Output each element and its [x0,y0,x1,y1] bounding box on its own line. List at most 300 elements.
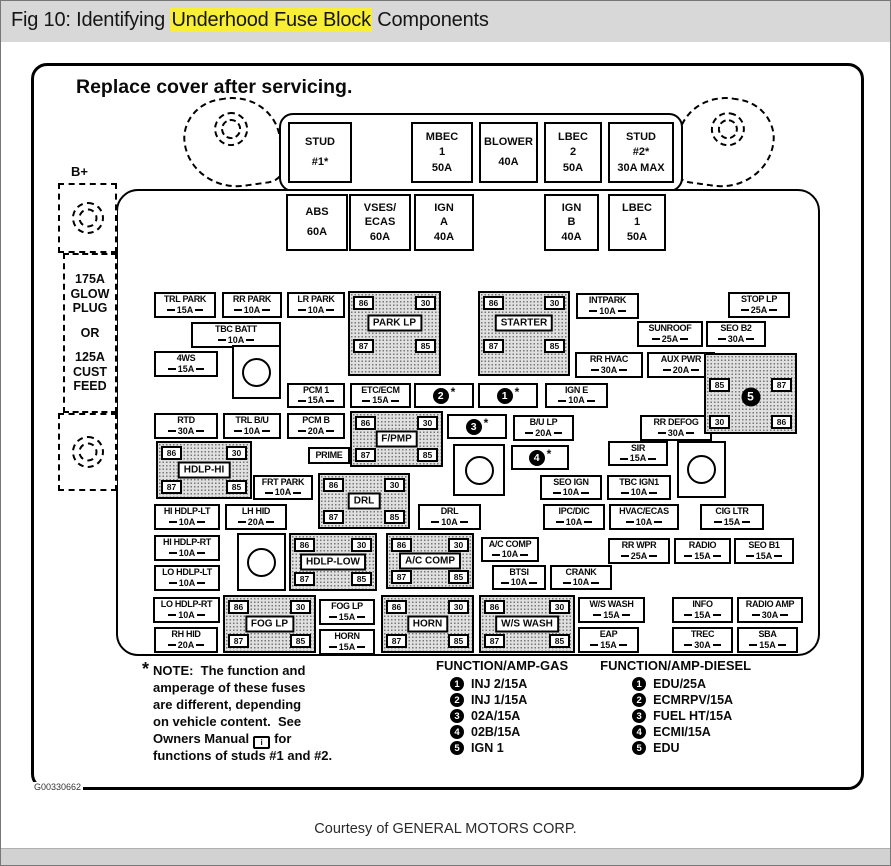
owners-manual-book-icon [253,736,270,749]
fuse-amp-rating: 10A [195,336,277,346]
fuse-name: BTSI [509,566,529,577]
fuse-amp-rating: 10A [544,488,598,498]
fuse-b-u-lp [513,415,574,441]
fuse-name: RR DEFOG [653,417,699,427]
fuse-rh-hid [154,627,218,653]
fuse-name: RADIO AMP [745,599,795,609]
fuse-tbc-ign1 [607,475,671,500]
fuse-name: HORN [334,631,360,641]
fuse-name: LR PARK [297,294,335,304]
fuse-amp-rating: 10A [291,306,341,316]
strip-text-line: FEED [73,379,107,394]
b-plus-label: B+ [71,164,88,179]
relay-pin-30: 30 [226,446,247,460]
footnote-asterisk: * [142,659,150,679]
maxi-fuse-label: 40A [433,230,455,243]
fuse-stop-lp [728,292,790,318]
fuse-name: TBC IGN1 [619,476,659,487]
relay-pin-87: 87 [294,572,315,586]
relay-pin-86: 86 [294,538,315,552]
fuse-amp-rating: 15A [582,611,641,621]
fuse-amp-rating: 10A [158,518,216,528]
asterisk-icon: * [450,385,456,399]
fuse-seo-b2 [706,321,766,347]
fuse-name: RTD [177,415,195,425]
footnote-line: functions of studs #1 and #2. [153,748,333,763]
fuse-pcm-b [287,413,345,439]
fuse-amp-rating: 10A [158,579,216,589]
fuse-amp-rating: 20A [291,427,341,437]
fuse-amp-rating: 15A [323,613,371,623]
fuse-amp-rating: 15A [676,611,729,621]
fuse-ign-e [545,383,608,408]
fuse-amp-rating: 15A [354,396,407,406]
figure-code: G00330662 [34,782,82,792]
fuse-amp-rating: 15A [704,518,760,528]
fuse-position-1 [478,383,538,408]
legend-title: FUNCTION/AMP-GAS [436,658,569,673]
fuse-amp-rating: 10A [611,488,667,498]
fuse-trl-park [154,292,216,318]
relay-name-plate: DRL [348,493,381,510]
fuse-a-c-comp [481,537,539,562]
fuse-hi-hdlp-lt [154,504,220,530]
maxi-fuse-label: MBEC [425,130,459,143]
maxi-fuse-lbec-1-50a [608,194,666,251]
relay-name-plate: F/PMP [375,431,418,448]
fuse-name: DRL [440,506,459,516]
relay-pin-30: 30 [709,415,730,429]
legend-label: ECMI/15A [653,725,711,739]
relay-pin-87: 87 [484,634,505,648]
fuse-name: AUX PWR [660,354,702,364]
numbered-circle-icon: 3 [450,709,464,723]
maxi-fuse-label: 30A MAX [617,161,665,174]
legend-gas [436,658,568,757]
maxi-fuse-stud-1 [288,122,352,183]
footnote-line: are different, depending [153,697,302,712]
fuse-name: PRIME [315,449,343,460]
relay-pin-86: 86 [386,600,407,614]
fuse-intpark [576,293,639,319]
maxi-fuse-label: IGN [434,201,454,214]
maxi-fuse-stud-2-30a-max [608,122,674,183]
circuit-breaker-slot [453,444,505,496]
footnote-manual-pre: Owners Manual [153,731,250,746]
fuse-radio [674,538,731,564]
numbered-circle-icon: 2 [450,693,464,707]
fuse-name: SEO B2 [720,323,752,333]
fuse-position-4 [511,445,569,470]
numbered-circle-icon: 5 [632,741,646,755]
relay-pin-85: 85 [549,634,570,648]
fuse-amp-rating: 15A [582,641,635,651]
fuse-rr-defog [640,415,712,441]
relay-pin-86: 86 [484,600,505,614]
legend-label: INJ 2/15A [471,677,528,691]
fuse-amp-rating: 10A [157,611,216,621]
strip-text-line: CUST [72,364,108,379]
fuse-amp-rating: 30A [741,611,799,621]
fuse-amp-rating: 15A [291,396,341,406]
circuit-breaker-slot [237,533,286,591]
relay-pin-30: 30 [544,296,565,310]
relay-pin-87: 87 [483,339,504,353]
fuse-name: STOP LP [740,294,778,304]
fuse-amp-rating: 30A [676,641,729,651]
relay-pin-87: 87 [391,570,412,584]
fuse-cig-ltr [700,504,764,530]
fuse-etc-ecm [350,383,411,408]
relay-w-s-wash [479,595,575,653]
legend-label: EDU/25A [653,677,706,691]
fuse-name: RR PARK [232,294,272,304]
footnote-manual-post: for [274,731,292,746]
footnote-line-manual [153,730,332,747]
asterisk-icon: * [546,447,552,461]
fuse-amp-rating: 20A [229,518,283,528]
relay-hdlp-hi [156,441,252,499]
fuse-name: TRL PARK [163,294,207,304]
maxi-fuse-label: 1 [633,216,641,228]
fuse-rtd [154,413,218,439]
relay-name-plate: PARK LP [367,314,422,331]
strip-text-line: 175A [75,272,105,287]
numbered-circle-icon: 1 [497,388,513,404]
strip-text-line: 125A [75,350,105,365]
fuse-lr-park [287,292,345,318]
fuse-amp-rating: 25A [732,306,786,316]
numbered-circle-icon: 4 [529,450,545,466]
fuse-amp-rating: 15A [323,643,371,653]
fuse-seo-b1 [734,538,794,564]
relay-pin-87: 87 [355,448,376,462]
relay-name-plate: HDLP-HI [178,462,231,479]
relay-name-plate: W/S WASH [495,616,559,633]
fuse-name: EAP [599,629,618,639]
legend-item [450,693,568,707]
fuse-eap [578,627,639,653]
footnote-line: amperage of these fuses [153,680,306,695]
maxi-fuse-label: 50A [431,161,453,174]
figure-title-prefix: Fig 10: Identifying [11,9,171,31]
relay-pin-87: 87 [771,378,792,392]
legend-label: IGN 1 [471,741,504,755]
legend-item [632,709,751,723]
relay-pin-87: 87 [323,510,344,524]
maxi-fuse-label: 2 [569,146,577,158]
maxi-fuse-label: ABS [305,206,329,219]
fuse-amp-rating: 10A [257,488,309,498]
maxi-fuse-label: 60A [369,230,391,243]
relay-name-plate: HDLP-LOW [300,554,366,571]
fuse-amp-rating: 10A [227,427,277,437]
fuse-w-s-wash [578,597,645,623]
legend-label: ECMRPV/15A [653,693,734,707]
relay-a-c-comp [386,533,474,589]
fuse-position-2 [414,383,474,408]
relay-drl [318,473,410,529]
fuse-amp-rating: 30A [579,366,639,376]
fuse-name: TRL B/U [235,415,269,425]
relay-pin-86: 86 [391,538,412,552]
footnote-line: NOTE: The function and [153,663,306,678]
relay-pin-86: 86 [355,416,376,430]
legend-item [632,693,751,707]
relay-name-plate: A/C COMP [399,553,461,570]
fuse-name: TBC BATT [215,324,257,334]
fuse-name: CIG LTR [715,506,749,516]
numbered-circle-icon: 4 [632,725,646,739]
fuse-name: 4WS [176,353,196,363]
breaker-circle-icon [247,548,276,577]
fuse-name: LO HDLP-RT [160,599,213,609]
relay-position-5 [704,353,797,434]
fuse-amp-rating: 30A [644,429,708,439]
relay-pin-85: 85 [226,480,247,494]
legend-label: INJ 1/15A [471,693,528,707]
fuse-sunroof [637,321,703,347]
fuse-ipc-dic [543,504,605,530]
fuse-amp-rating: 30A [158,427,214,437]
maxi-fuse-label: #2* [632,146,650,158]
maxi-fuse-label: 40A [498,156,519,169]
fuse-name: RR WPR [621,540,657,550]
relay-pin-30: 30 [549,600,570,614]
maxi-fuse-label: 40A [561,230,582,243]
circuit-breaker-slot [232,345,281,399]
maxi-fuse-label: B [567,216,576,228]
relay-pin-86: 86 [161,446,182,460]
maxi-fuse-lbec-2-50a [544,122,602,183]
numbered-circle-icon: 1 [632,677,646,691]
fuse-amp-rating: 10A [485,550,535,560]
fuse-name: SUNROOF [648,323,692,333]
fuse-trl-b-u [223,413,281,439]
maxi-fuse-label: STUD [305,135,335,148]
relay-pin-87: 87 [386,634,407,648]
relay-name-plate: STARTER [495,314,553,331]
fuse-name: IPC/DIC [558,506,590,516]
fuse-name: SBA [758,629,777,639]
relay-pin-30: 30 [351,538,372,552]
fuse-crank [550,565,612,590]
legend-diesel [600,658,751,757]
fuse-radio-amp [737,597,803,623]
fuse-amp-rating: 25A [612,552,666,562]
relay-horn [381,595,474,653]
fuse-fog-lp [319,599,375,625]
fuse-amp-rating: 15A [612,454,664,464]
fuse-amp-rating: 30A [710,335,762,345]
legend-label: 02B/15A [471,725,521,739]
fuse-horn [319,629,375,655]
numbered-circle-icon: 2 [433,388,449,404]
legend-item [450,741,568,755]
relay-park-lp [348,291,441,376]
fuse-pcm-1 [287,383,345,408]
numbered-circle-icon: 2 [632,693,646,707]
courtesy-line: Courtesy of GENERAL MOTORS CORP. [314,821,577,837]
maxi-fuse-label: BLOWER [484,135,533,148]
maxi-fuse-vses-ecas-60a [349,194,411,251]
relay-pin-86: 86 [228,600,249,614]
maxi-fuse-mbec-1-50a [411,122,473,183]
fuse-name: PCM B [302,415,330,425]
fuse-name: FOG LP [331,601,363,611]
relay-hdlp-low [289,533,377,591]
fuse-name: RR HVAC [589,354,629,364]
fuse-name: FRT PARK [261,476,305,487]
fuse-amp-rating: 10A [554,578,608,588]
relay-pin-85: 85 [448,634,469,648]
breaker-circle-icon [242,358,271,387]
fuse-amp-rating: 15A [738,552,790,562]
fuse-amp-rating: 20A [158,641,214,651]
fuse-name: RH HID [171,629,201,639]
relay-pin-87: 87 [353,339,374,353]
numbered-circle-icon: 4 [450,725,464,739]
footnote-block [142,659,333,764]
fuse-rr-park [222,292,282,318]
fuse-sba [737,627,798,653]
maxi-fuse-label: ECAS [364,216,396,228]
maxi-fuse-label: VSES/ [363,201,397,214]
fuse-frt-park [253,475,313,500]
fuse-amp-rating: 10A [547,518,601,528]
fuse-seo-ign [540,475,602,500]
relay-name-plate: HORN [407,616,448,633]
fuse-amp-rating: 10A [158,549,216,559]
strip-text-line: OR [80,325,100,340]
maxi-fuse-label: LBEC [622,201,652,214]
fuse-amp-rating: 10A [613,518,675,528]
fuse-name: A/C COMP [488,538,532,549]
relay-pin-85: 85 [544,339,565,353]
fuse-name: CRANK [565,566,597,577]
fuse-rr-hvac [575,352,643,378]
numbered-circle-icon: 3 [466,419,482,435]
legends [436,658,751,757]
maxi-fuse-label: A [440,216,448,228]
legend-item [450,725,568,739]
fuse-amp-rating: 10A [422,518,477,528]
fuse-name: PCM 1 [302,384,329,395]
fuse-amp-rating: 15A [158,365,214,375]
fuse-lo-hdlp-rt [153,597,220,623]
breaker-circle-icon [687,455,716,484]
fuse-btsi [492,565,546,590]
fuse-amp-rating: 20A [517,429,570,439]
maxi-fuse-abs-60a [286,194,348,251]
relay-pin-30: 30 [384,478,405,492]
legend-item [450,709,568,723]
fuse-info [672,597,733,623]
fuse-sir [608,441,668,466]
legend-title: FUNCTION/AMP-DIESEL [600,658,752,673]
relay-pin-85: 85 [417,448,438,462]
maxi-fuse-ign-a-40a [414,194,474,251]
maxi-fuse-label: #1* [311,156,329,169]
figure-title-suffix: Components [371,9,489,31]
fuse-name: B/U LP [529,417,558,427]
relay-name-plate: FOG LP [245,616,294,633]
numbered-circle-icon: 1 [450,677,464,691]
fuse-name: SEO IGN [553,476,589,487]
fuse-amp-rating: 10A [549,396,604,406]
fuse-amp-rating: 25A [641,335,699,345]
maxi-fuse-blower-40a [479,122,538,183]
relay-pin-30: 30 [290,600,311,614]
maxi-fuse-label: 50A [562,161,584,174]
relay-pin-30: 30 [415,296,436,310]
relay-pin-87: 87 [228,634,249,648]
fuse-name: LH HID [241,506,271,516]
fuse-amp-rating: 15A [678,552,727,562]
fuse-4ws [154,351,218,377]
fuse-name: W/S WASH [589,599,634,609]
fuse-amp-rating: 20A [651,366,711,376]
relay-pin-30: 30 [417,416,438,430]
relay-pin-87: 87 [161,480,182,494]
relay-pin-85: 85 [415,339,436,353]
fuse-name: LO HDLP-LT [162,567,212,577]
fuse-amp-rating: 10A [580,307,635,317]
fuse-name: TREC [690,629,715,639]
relay-pin-86: 86 [771,415,792,429]
fuse-rr-wpr [608,538,670,564]
fuse-name: ETC/ECM [361,384,400,395]
fuse-name: HI HDLP-RT [163,537,211,547]
asterisk-icon: * [514,385,520,399]
footnote-line: on vehicle content. See [153,714,302,729]
strip-text-line: GLOW [70,286,110,301]
fuse-name: SEO B1 [748,540,780,550]
fuse-prime [308,447,350,464]
maxi-fuse-label: 50A [626,230,648,243]
legend-item [632,741,751,755]
circuit-breaker-slot [677,441,726,498]
relay-pin-85: 85 [351,572,372,586]
relay-pin-86: 86 [323,478,344,492]
relay-pin-86: 86 [353,296,374,310]
fuse-name: HI HDLP-LT [163,506,211,516]
footnote-text [153,662,332,764]
relay-f-pmp [350,411,443,467]
relay-pin-85: 85 [709,378,730,392]
relay-pin-86: 86 [483,296,504,310]
fuse-amp-rating: 15A [158,306,212,316]
numbered-circle-icon: 3 [632,709,646,723]
fuse-amp-rating: 15A [741,641,794,651]
asterisk-icon: * [483,416,489,430]
fuse-name: IGN E [564,384,588,395]
relay-pin-85: 85 [384,510,405,524]
fuse-lo-hdlp-lt [154,565,220,591]
relay-pin-85: 85 [290,634,311,648]
relay-pin-85: 85 [448,570,469,584]
fuse-lh-hid [225,504,287,530]
fuse-position-3 [447,414,507,439]
fuse-name: SIR [630,442,646,453]
relay-pin-30: 30 [448,600,469,614]
relay-pin-30: 30 [448,538,469,552]
maxi-fuse-label: 1 [438,146,446,158]
maxi-fuse-label: STUD [626,130,656,143]
maxi-fuse-label: LBEC [558,130,588,143]
fuse-trec [672,627,733,653]
strip-text-line: PLUG [72,301,108,316]
